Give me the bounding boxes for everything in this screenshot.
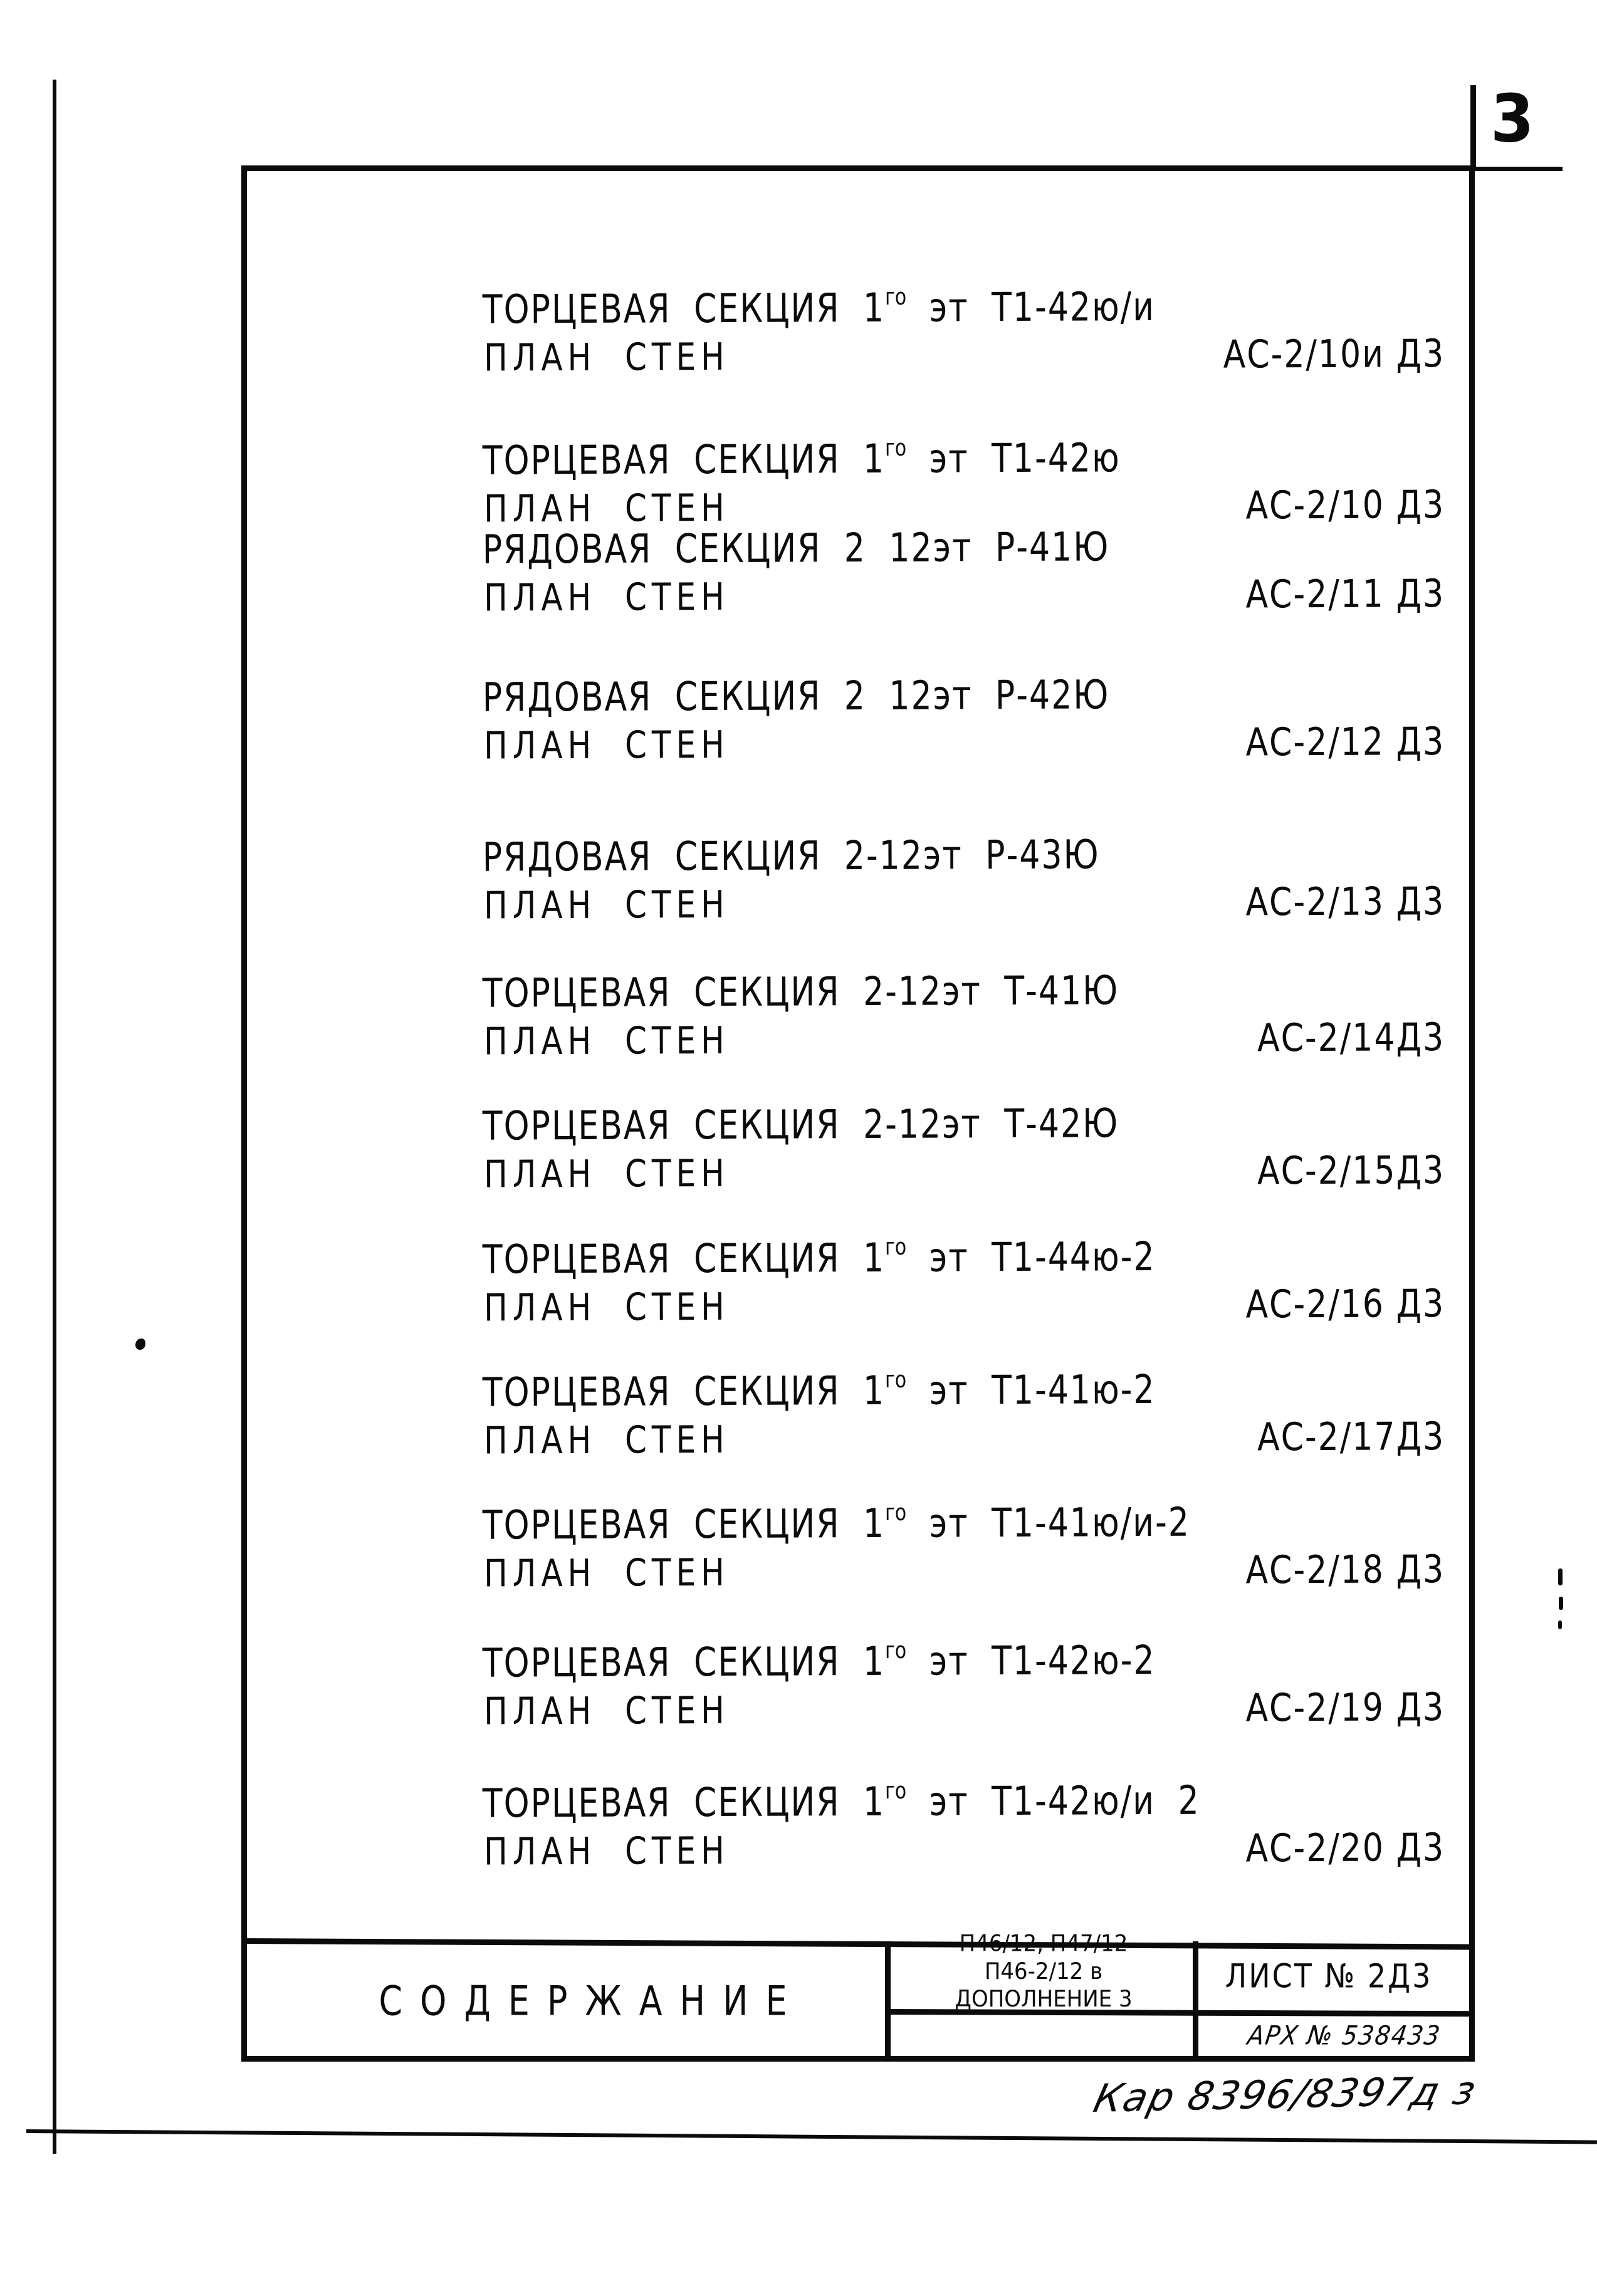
superscript: го [884, 1777, 907, 1805]
frame-top-extension-line [1475, 167, 1563, 171]
page-bottom-edge-line [26, 2129, 1597, 2144]
frame-right-extension-line [1470, 85, 1476, 170]
entry-code: АС-2/11 Д3 [1245, 571, 1445, 617]
entry-title: ТОРЦЕВАЯ СЕКЦИЯ 2-12эт Т-41Ю [482, 968, 1119, 1017]
entry-code: АС-2/17Д3 [1257, 1414, 1445, 1460]
toc-entry [483, 1100, 1445, 1198]
entry-title: ТОРЦЕВАЯ СЕКЦИЯ 2-12эт Т-42Ю [482, 1100, 1119, 1150]
project-series-line: П46-2/12 в [984, 1958, 1103, 1985]
entry-code: АС-2/10 Д3 [1245, 483, 1445, 528]
entry-code: АС-2/19 Д3 [1245, 1685, 1445, 1731]
title-block-project-cell [893, 1930, 1194, 2018]
entry-code: АС-2/16 Д3 [1245, 1281, 1445, 1327]
superscript: го [884, 434, 907, 462]
sheet-number: ЛИСТ № 2Д3 [1225, 1956, 1433, 1996]
entry-subtitle: ПЛАН СТЕН [484, 335, 730, 380]
title-block-sheet-cell [1194, 1944, 1463, 2007]
project-series-line: П46/12, П47/12 [959, 1930, 1128, 1958]
entry-code: АС-2/14Д3 [1257, 1015, 1445, 1061]
superscript: го [884, 1366, 907, 1394]
entry-title: ТОРЦЕВАЯ СЕКЦИЯ $1^{го}$ эт Т1-42ю/и [482, 283, 1156, 333]
superscript: го [884, 1233, 907, 1261]
entry-title: ТОРЦЕВАЯ СЕКЦИЯ $1^{го}$ эт Т1-42ю/и 2 [482, 1777, 1200, 1827]
entry-title: РЯДОВАЯ СЕКЦИЯ 2 12эт Р-41Ю [482, 524, 1110, 573]
entry-subtitle: ПЛАН СТЕН [484, 1285, 730, 1330]
entry-title: ТОРЦЕВАЯ СЕКЦИЯ $1^{го}$ эт Т1-44ю-2 [482, 1233, 1156, 1283]
entry-subtitle: ПЛАН СТЕН [484, 486, 730, 531]
entry-subtitle: ПЛАН СТЕН [484, 1151, 730, 1196]
toc-entry [483, 671, 1445, 770]
project-supplement-line: ДОПОЛНЕНИЕ 3 [955, 1985, 1133, 2013]
title-block-archive-cell [1207, 2013, 1482, 2058]
superscript: го [884, 283, 907, 311]
entry-code: АС-2/10и Д3 [1223, 331, 1445, 377]
entry-subtitle: ПЛАН СТЕН [484, 575, 730, 620]
toc-entry [483, 523, 1445, 622]
entry-subtitle: ПЛАН СТЕН [484, 1688, 730, 1733]
entry-code: АС-2/12 Д3 [1245, 719, 1445, 765]
superscript: го [884, 1499, 907, 1526]
entry-title: ТОРЦЕВАЯ СЕКЦИЯ $1^{го}$ эт Т1-41ю-2 [482, 1366, 1156, 1416]
handwritten-note: Кар 8396/8397д з [1089, 2067, 1482, 2121]
contents-heading: СОДЕРЖАНИЕ [379, 1977, 805, 2025]
archive-number: АРХ № 538433 [1245, 2020, 1443, 2051]
toc-entry [483, 831, 1445, 929]
toc-entry [483, 283, 1445, 382]
toc-entry [483, 1499, 1445, 1597]
entry-subtitle: ПЛАН СТЕН [484, 1417, 730, 1463]
toc-entry [483, 1637, 1445, 1735]
toc-entry [483, 434, 1445, 533]
entry-code: АС-2/20 Д3 [1245, 1825, 1445, 1871]
entry-title: РЯДОВАЯ СЕКЦИЯ 2-12эт Р-43Ю [482, 832, 1100, 881]
page-left-edge-line [53, 80, 56, 2154]
entry-subtitle: ПЛАН СТЕН [484, 1829, 730, 1874]
contents-list [483, 282, 1445, 1886]
ink-dot-artifact [135, 1338, 145, 1350]
entry-code: АС-2/13 Д3 [1245, 879, 1445, 925]
toc-entry [483, 1366, 1445, 1464]
margin-dash-artifact [1559, 1597, 1563, 1610]
title-block-content-cell [270, 1954, 896, 2048]
margin-dash-artifact [1558, 1620, 1562, 1629]
entry-subtitle: ПЛАН СТЕН [484, 1550, 730, 1595]
entry-subtitle: ПЛАН СТЕН [484, 723, 730, 768]
toc-entry [483, 1233, 1445, 1332]
superscript: го [884, 1637, 907, 1664]
entry-title: ТОРЦЕВАЯ СЕКЦИЯ $1^{го}$ эт Т1-41ю/и-2 [482, 1499, 1191, 1549]
entry-subtitle: ПЛАН СТЕН [484, 1018, 730, 1063]
page-number: 3 [1490, 80, 1534, 157]
entry-title: ТОРЦЕВАЯ СЕКЦИЯ $1^{го}$ эт Т1-42ю-2 [482, 1637, 1156, 1687]
entry-code: АС-2/18 Д3 [1245, 1547, 1445, 1593]
entry-code: АС-2/15Д3 [1257, 1148, 1445, 1194]
margin-dash-artifact [1558, 1568, 1563, 1585]
toc-entry [483, 967, 1445, 1065]
entry-title: РЯДОВАЯ СЕКЦИЯ 2 12эт Р-42Ю [482, 672, 1110, 721]
toc-entry [483, 1777, 1445, 1876]
entry-title: ТОРЦЕВАЯ СЕКЦИЯ $1^{го}$ эт Т1-42ю [482, 434, 1121, 484]
entry-subtitle: ПЛАН СТЕН [484, 882, 730, 927]
